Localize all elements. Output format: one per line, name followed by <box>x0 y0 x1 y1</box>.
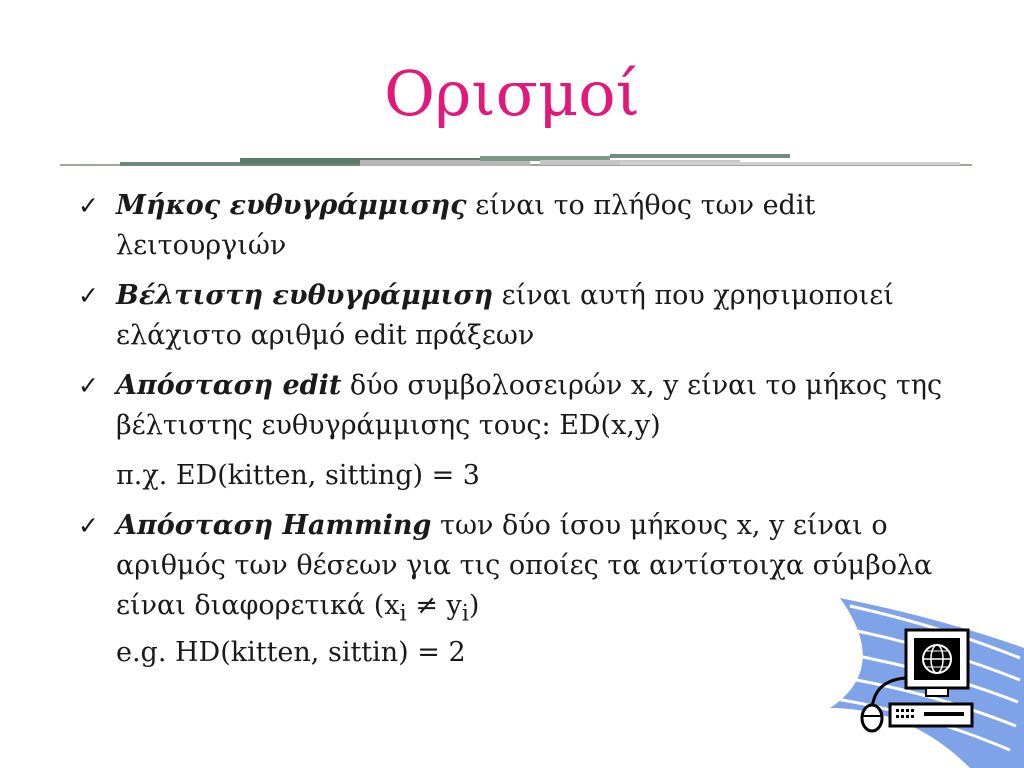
definition-text: είναι αυτή που χρησιμοποιεί ελάχιστο αριθμό edit πράξεων <box>116 280 894 351</box>
check-icon: ✓ <box>78 371 99 400</box>
computer-globe-icon <box>820 588 1024 768</box>
subscript-i: i <box>399 600 407 627</box>
hamming-distance-example: e.g. HD(kitten, sittin) = 2 <box>116 637 466 669</box>
check-icon: ✓ <box>78 191 99 220</box>
definition-text: των δύο ίσου μήκους x, y είναι ο αριθμός των θέσεων για τις οποίες τα αντίστοιχα σύμβολα είναι διαφορετικά (x <box>116 510 933 621</box>
edit-distance-example: π.χ. ED(kitten, sitting) = 3 <box>116 460 480 491</box>
subscript-i: i <box>461 600 469 627</box>
check-icon: ✓ <box>78 511 99 540</box>
definition-text: είναι το πλήθος των edit λειτουργιών <box>116 190 816 261</box>
not-equal-text: ≠ y <box>406 590 462 621</box>
bullet-optimal-alignment <box>78 276 978 356</box>
title-divider <box>60 152 972 176</box>
bullet-edit-distance <box>78 366 978 446</box>
check-icon: ✓ <box>78 281 99 310</box>
slide-title: Ορισμοί <box>384 57 640 130</box>
term-hamming-distance: Απόσταση Hamming <box>116 510 432 541</box>
term-optimal-alignment: Βέλτιστη ευθυγράμμιση <box>116 280 494 311</box>
term-edit-distance: Απόσταση edit <box>116 370 342 401</box>
definition-text: δύο συμβολοσειρών x, y είναι το μήκος της βέλτιστης ευθυγράμμισης τους: ED(x,y) <box>116 370 943 441</box>
closing-paren: ) <box>468 590 480 621</box>
term-alignment-length: Μήκος ευθυγράμμισης <box>116 190 467 221</box>
bullet-alignment-length <box>78 186 978 266</box>
